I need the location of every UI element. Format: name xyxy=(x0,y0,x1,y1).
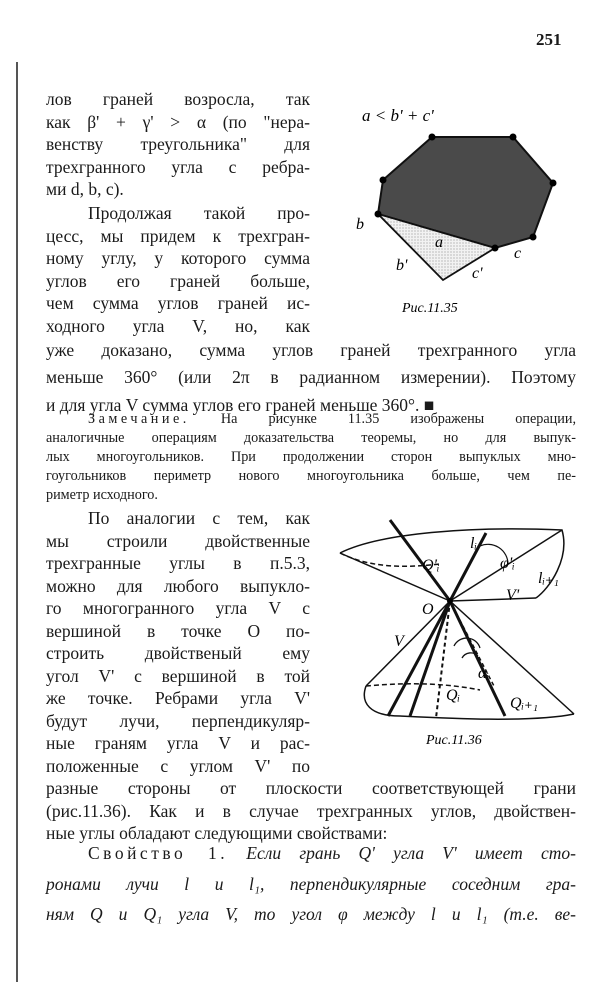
remark-text: На рисунке 11.35 изображены операции, xyxy=(220,411,576,427)
text-line: цесс, мы придем к трехгран- xyxy=(46,225,310,246)
remark-line: лых многоугольников. При продолжении сторон выпуклых мно- xyxy=(46,449,576,465)
label-V: V xyxy=(394,633,404,650)
property-label: Свойство 1. xyxy=(88,843,229,863)
label-c: c xyxy=(514,245,522,262)
text-line: же точке. Ребрами угла V' xyxy=(46,688,310,708)
label-b: b xyxy=(356,216,364,233)
remark-line: гоугольников периметр нового многоугольника больше, чем пе- xyxy=(46,468,576,484)
margin-rule xyxy=(16,62,18,982)
text-line: и для угла V сумма углов его граней меньше 360°. ■ xyxy=(46,395,435,415)
text-line: ные граням угла V и рас- xyxy=(46,733,310,753)
figure-35-caption: Рис.11.35 xyxy=(402,301,458,316)
remark-line: риметр исходного. xyxy=(46,487,158,503)
text-line: Продолжая такой про- xyxy=(88,203,310,223)
label-b-prime: b' xyxy=(396,257,408,274)
label-l-i-plus-1: lᵢ₊₁ xyxy=(538,570,559,587)
text-line: ми d, b, c). xyxy=(46,179,124,199)
label-Q-i: Qᵢ xyxy=(446,687,461,704)
remark xyxy=(46,410,576,505)
text-line: как β' + γ' > α (по "нера- xyxy=(46,111,310,132)
text-line: меньше 360° (или 2π в радианном измерении). Поэтому xyxy=(46,366,576,387)
label-phi-prime-i: φ'ᵢ xyxy=(500,555,515,572)
remark-label: Замечание. xyxy=(88,411,190,427)
text-line: трехгранные углы в п.5.3, xyxy=(46,553,310,573)
label-O: O xyxy=(422,601,434,618)
label-a: a xyxy=(435,234,443,251)
figure-35-formula: a < b' + c' xyxy=(362,106,434,125)
figure-11-35 xyxy=(330,95,580,325)
label-alpha-i: αᵢ xyxy=(478,665,489,682)
figure-11-36 xyxy=(330,518,580,758)
remark-line xyxy=(46,410,576,429)
vertex-O xyxy=(447,598,453,604)
property-text: Если грань Q' угла V' имеет сто- xyxy=(246,843,576,863)
property-line: ням Q и Q₁ угла V, то угол φ между l и l₁ (т.е. ве- xyxy=(46,904,576,924)
figure-36-caption: Рис.11.36 xyxy=(426,733,482,748)
label-Q-prime-i: Q'ᵢ xyxy=(422,557,440,574)
text-line: угол V' с вершиной в той xyxy=(46,665,310,686)
text-line: венству треугольника" для xyxy=(46,134,310,154)
property-line xyxy=(46,842,576,865)
text-line: лов граней возросла, так xyxy=(46,89,310,109)
paragraph-1 xyxy=(46,88,310,201)
label-c-prime: c' xyxy=(472,265,483,282)
text-line: ходного угла V, но, как xyxy=(46,315,310,336)
text-line: По аналогии с тем, как xyxy=(88,508,310,528)
text-line: разные стороны от плоскости соответствующей грани xyxy=(46,778,576,798)
text-line: строить двойственый ему xyxy=(46,643,310,663)
label-l-i: lᵢ xyxy=(470,535,477,552)
property-line: ронами лучи l и l₁, перпендикулярные соседним гра- xyxy=(46,873,576,894)
property-1 xyxy=(46,842,576,926)
text-line: будут лучи, перпендикуляр- xyxy=(46,710,310,731)
page-number: 251 xyxy=(536,30,562,49)
text-line: го многогранного угла V с xyxy=(46,598,310,618)
text-line: (рис.11.36). Как и в случае трехгранных углов, двойствен- xyxy=(46,800,576,821)
remark-line: аналогичные операциям доказательства теоремы, но для выпук- xyxy=(46,430,576,446)
text-line: чем сумма углов граней ис- xyxy=(46,293,310,313)
text-line: можно для любого выпукло- xyxy=(46,575,310,596)
text-line: мы строили двойственные xyxy=(46,530,310,551)
label-Q-i-plus-1: Qᵢ₊₁ xyxy=(510,695,539,712)
text-line: уже доказано, сумма углов граней трехгранного угла xyxy=(46,340,576,360)
text-line: ные углы обладают следующими свойствами: xyxy=(46,823,388,843)
text-line: вершиной в точке O по- xyxy=(46,620,310,641)
text-line: ному углу, у которого сумма xyxy=(46,248,310,268)
text-line: положенные с углом V' по xyxy=(46,755,310,776)
text-line: трехгранного угла с ребра- xyxy=(46,156,310,177)
label-V-prime: V' xyxy=(506,587,520,604)
text-line: углов его граней больше, xyxy=(46,270,310,291)
